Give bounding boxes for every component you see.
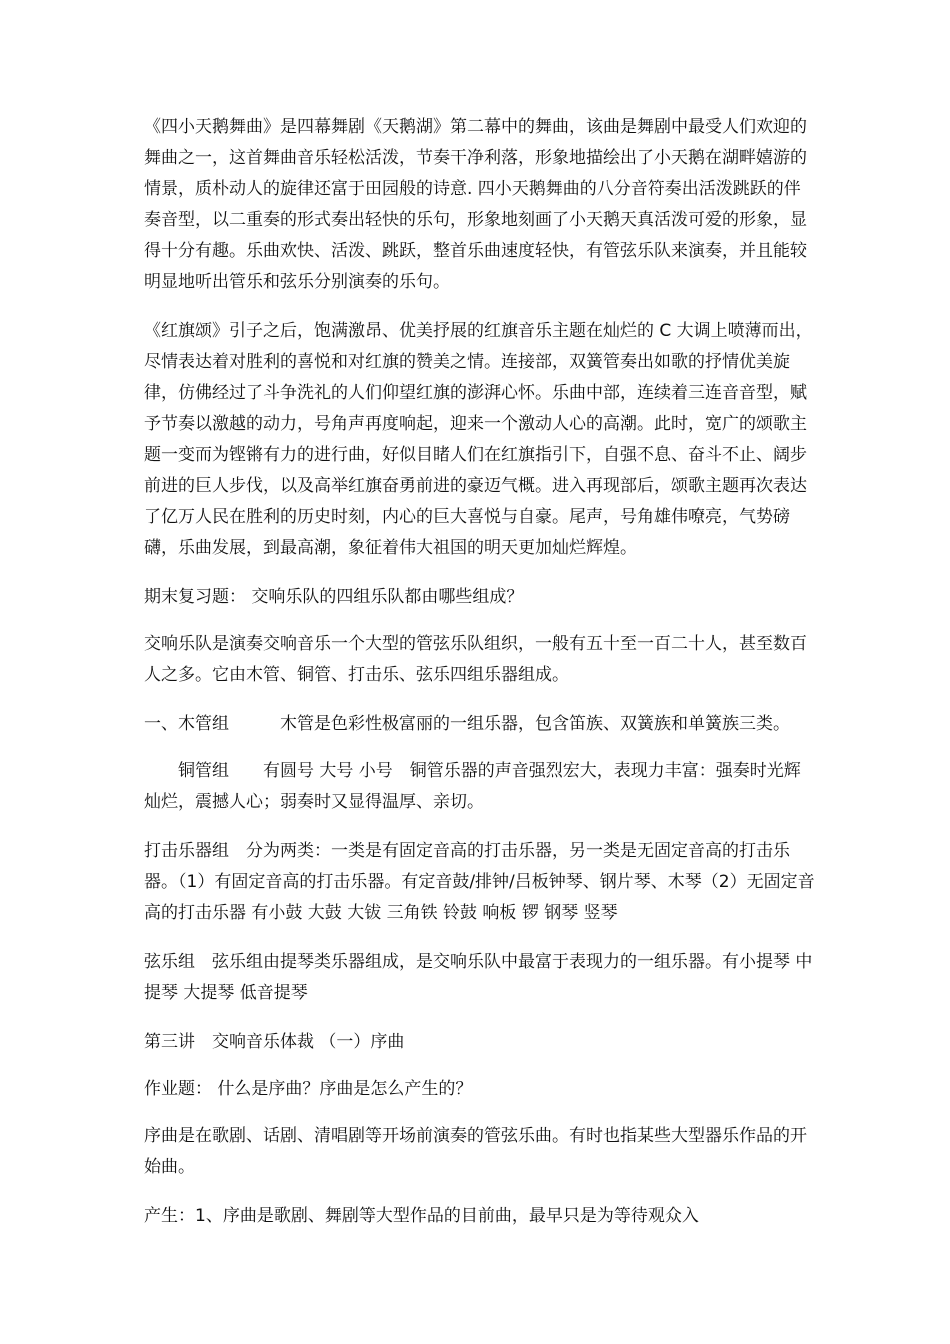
paragraph-woodwind-group: 一、木管组 木管是色彩性极富丽的一组乐器，包含笛族、双簧族和单簧族三类。 [144,714,790,734]
paragraph-string-group: 弦乐组 弦乐组由提琴类乐器组成，是交响乐队中最富于表现力的一组乐器。有小提琴 中提琴 大提琴 低音提琴 [144,952,813,1003]
document-page [144,112,816,1250]
lecture-heading: 第三讲 交响音乐体裁 （一）序曲 [144,1032,405,1052]
paragraph-brass-group: 铜管组 有圆号 大号 小号 铜管乐器的声音强烈宏大，表现力丰富：强奏时光辉灿烂，震撼人心；弱奏时又显得温厚、亲切。 [144,761,801,812]
paragraph-overture-definition: 序曲是在歌剧、话剧、清唱剧等开场前演奏的管弦乐曲。有时也指某些大型器乐作品的开始曲。 [144,1126,807,1177]
review-question: 期末复习题： 交响乐队的四组乐队都由哪些组成？ [144,587,524,607]
paragraph-overture-origin: 产生：1、序曲是歌剧、舞剧等大型作品的目前曲，最早只是为等待观众入 [144,1206,699,1226]
paragraph-swan-dance: 《四小天鹅舞曲》是四幕舞剧《天鹅湖》第二幕中的舞曲，该曲是舞剧中最受人们欢迎的舞曲之一，这首舞曲音乐轻松活泼，节奏干净利落，形象地描绘出了小天鹅在湖畔嬉游的情景，质朴动人的旋律还富于田园般的诗意. 四小天鹅舞曲的八分音符奏出活泼跳跃的伴奏音型，以二重奏的形式奏出轻快的乐句，形象地刻画了小天鹅天真活泼可爱的形象，显得十分有趣。乐曲欢快、活泼、跳跃，整首乐曲速度轻快，有管弦乐队来演奏，并且能较明显地听出管乐和弦乐分别演奏的乐句。 [144,117,807,292]
homework-question: 作业题： 什么是序曲？序曲是怎么产生的？ [144,1079,473,1099]
paragraph-orchestra-intro: 交响乐队是演奏交响音乐一个大型的管弦乐队组织，一般有五十至一百二十人，甚至数百人之多。它由木管、铜管、打击乐、弦乐四组乐器组成。 [144,634,807,685]
paragraph-red-flag-ode: 《红旗颂》引子之后，饱满激昂、优美抒展的红旗音乐主题在灿烂的 C 大调上喷薄而出，尽情表达着对胜利的喜悦和对红旗的赞美之情。连接部，双簧管奏出如歌的抒情优美旋律，仿佛经过了斗争洗礼的人们仰望红旗的澎湃心怀。乐曲中部，连续着三连音音型，赋予节奏以激越的动力，号角声再度响起，迎来一个激动人心的高潮。此时，宽广的颂歌主题一变而为铿锵有力的进行曲，好似目睹人们在红旗指引下，自强不息、奋斗不止、阔步前进的巨人步伐，以及高举红旗奋勇前进的豪迈气概。进入再现部后，颂歌主题再次表达了亿万人民在胜利的历史时刻，内心的巨大喜悦与自豪。尾声，号角雄伟嘹亮，气势磅礴，乐曲发展，到最高潮，象征着伟大祖国的明天更加灿烂辉煌。 [144,321,813,558]
paragraph-percussion-group: 打击乐器组 分为两类：一类是有固定音高的打击乐器，另一类是无固定音高的打击乐器。（1）有固定音高的打击乐器。有定音鼓/排钟/吕板钟琴、钢片琴、木琴（2）无固定音高的打击乐器 有小鼓 大鼓 大钹 三角铁 铃鼓 响板 锣 钢琴 竖琴 [144,841,815,923]
